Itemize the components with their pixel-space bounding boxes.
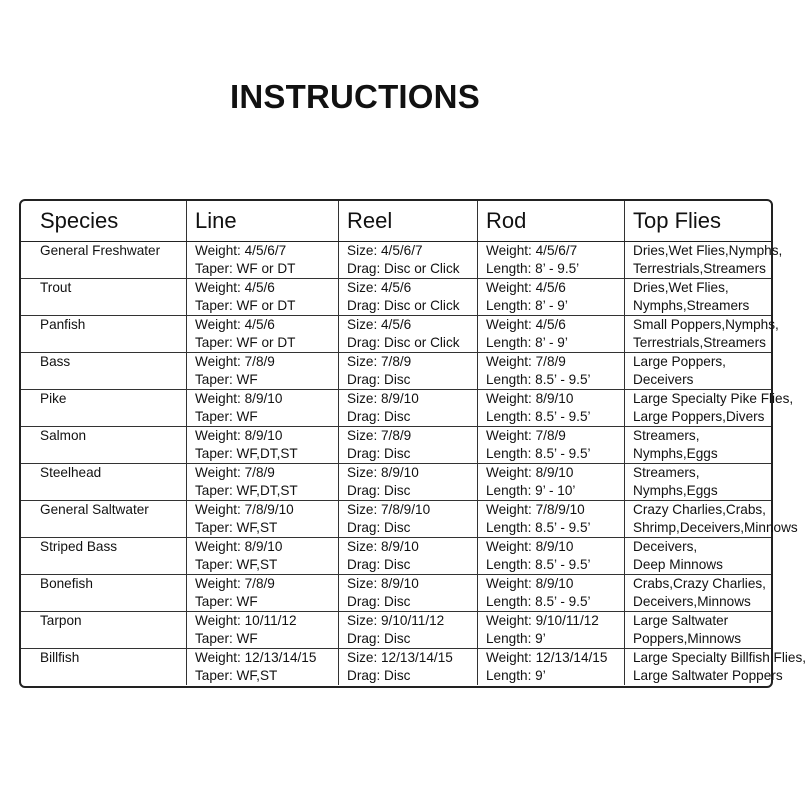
- rod-cell-line: Weight: 7/8/9: [486, 428, 566, 443]
- line-cell-line: Weight: 8/9/10: [195, 391, 283, 406]
- table-row: [21, 464, 771, 501]
- table-row: [21, 538, 771, 575]
- header-reel: Reel: [339, 201, 478, 242]
- reel-cell: [339, 575, 478, 612]
- rod-cell-line: Length: 9’ - 10’: [486, 483, 576, 498]
- line-cell: [187, 353, 339, 390]
- line-cell: [187, 575, 339, 612]
- species-cell: [21, 242, 187, 279]
- header-species: Species: [21, 201, 187, 242]
- rod-cell: [478, 538, 625, 575]
- rod-cell: [478, 279, 625, 316]
- line-cell: [187, 316, 339, 353]
- rod-cell-line: Weight: 4/5/6: [486, 280, 566, 295]
- line-cell-line: Taper: WF: [195, 372, 258, 387]
- rod-cell-line: Length: 9’: [486, 631, 546, 646]
- rod-cell: [478, 501, 625, 538]
- rod-cell: [478, 612, 625, 649]
- top-flies-cell: [625, 649, 806, 686]
- species-cell: [21, 612, 187, 649]
- table-row: [21, 390, 771, 427]
- rod-cell-line: Weight: 12/13/14/15: [486, 650, 608, 665]
- species-cell: [21, 538, 187, 575]
- rod-cell-line: Length: 8’ - 9’: [486, 298, 568, 313]
- table-row: [21, 427, 771, 464]
- gear-table: [21, 201, 806, 685]
- page-title: INSTRUCTIONS: [230, 78, 480, 115]
- rod-cell: [478, 242, 625, 279]
- line-cell: [187, 501, 339, 538]
- species-cell: [21, 501, 187, 538]
- top-flies-cell: [625, 279, 772, 316]
- species-cell: [21, 427, 187, 464]
- top-flies-cell-line: Large Saltwater Poppers: [633, 668, 783, 683]
- line-cell: [187, 279, 339, 316]
- line-cell: [187, 649, 339, 686]
- top-flies-cell: [625, 242, 783, 279]
- rod-cell: [478, 649, 625, 686]
- reel-cell-line: Size: 8/9/10: [347, 391, 419, 406]
- top-flies-cell-line: Nymphs,Eggs: [633, 446, 718, 461]
- top-flies-cell-line: Shrimp,Deceivers,Minnows: [633, 520, 798, 535]
- top-flies-cell-line: Streamers,: [633, 428, 700, 443]
- top-flies-cell-line: Nymphs,Streamers: [633, 298, 750, 313]
- rod-cell-line: Length: 8.5’ - 9.5’: [486, 557, 591, 572]
- line-cell-line: Taper: WF,ST: [195, 668, 278, 683]
- reel-cell-line: Drag: Disc: [347, 446, 411, 461]
- top-flies-cell-line: Large Poppers,Divers: [633, 409, 765, 424]
- table-row: [21, 353, 771, 390]
- table-row: [21, 612, 771, 649]
- species-cell: [21, 575, 187, 612]
- reel-cell-line: Size: 7/8/9: [347, 428, 412, 443]
- top-flies-cell-line: Deceivers,: [633, 539, 698, 554]
- header-top-flies: Top Flies: [625, 201, 772, 242]
- top-flies-cell-line: Terrestrials,Streamers: [633, 261, 766, 276]
- species-cell: [21, 649, 187, 686]
- line-cell-line: Weight: 7/8/9: [195, 576, 275, 591]
- top-flies-cell-line: Dries,Wet Flies,: [633, 280, 729, 295]
- species-cell-text: Pike: [40, 391, 67, 406]
- line-cell-line: Taper: WF or DT: [195, 335, 296, 350]
- reel-cell: [339, 538, 478, 575]
- species-cell-text: Bass: [40, 354, 71, 369]
- line-cell: [187, 242, 339, 279]
- header-rod: Rod: [478, 201, 625, 242]
- species-cell-text: Steelhead: [40, 465, 102, 480]
- top-flies-cell-line: Large Poppers,: [633, 354, 726, 369]
- reel-cell-line: Size: 12/13/14/15: [347, 650, 453, 665]
- rod-cell: [478, 464, 625, 501]
- top-flies-cell-line: Dries,Wet Flies,Nymphs,: [633, 243, 783, 258]
- species-cell-text: General Saltwater: [40, 502, 149, 517]
- line-cell: [187, 427, 339, 464]
- reel-cell-line: Drag: Disc: [347, 557, 411, 572]
- rod-cell-line: Weight: 4/5/6/7: [486, 243, 578, 258]
- line-cell: [187, 464, 339, 501]
- rod-cell-line: Weight: 9/10/11/12: [486, 613, 599, 628]
- species-cell-text: General Freshwater: [40, 243, 161, 258]
- rod-cell-line: Length: 8.5’ - 9.5’: [486, 520, 591, 535]
- species-cell: [21, 464, 187, 501]
- line-cell-line: Weight: 8/9/10: [195, 428, 283, 443]
- line-cell-line: Weight: 7/8/9: [195, 354, 275, 369]
- line-cell-line: Taper: WF,DT,ST: [195, 483, 298, 498]
- top-flies-cell: [625, 316, 779, 353]
- species-cell: [21, 390, 187, 427]
- fly-fishing-gear-table: [19, 199, 806, 688]
- top-flies-cell-line: Terrestrials,Streamers: [633, 335, 766, 350]
- top-flies-cell: [625, 464, 772, 501]
- reel-cell: [339, 612, 478, 649]
- line-cell-line: Taper: WF: [195, 409, 258, 424]
- species-cell-text: Trout: [40, 280, 72, 295]
- reel-cell-line: Drag: Disc or Click: [347, 261, 460, 276]
- line-cell-line: Taper: WF,ST: [195, 557, 278, 572]
- rod-cell-line: Length: 8.5’ - 9.5’: [486, 594, 591, 609]
- table-row: [21, 649, 771, 686]
- reel-cell-line: Size: 7/8/9: [347, 354, 412, 369]
- rod-cell-line: Length: 9’: [486, 668, 546, 683]
- reel-cell: [339, 427, 478, 464]
- reel-cell-line: Size: 8/9/10: [347, 539, 419, 554]
- line-cell-line: Taper: WF: [195, 631, 258, 646]
- line-cell-line: Taper: WF,ST: [195, 520, 278, 535]
- top-flies-cell: [625, 353, 772, 390]
- rod-cell-line: Length: 8’ - 9’: [486, 335, 568, 350]
- reel-cell-line: Drag: Disc or Click: [347, 335, 460, 350]
- reel-cell-line: Size: 4/5/6/7: [347, 243, 423, 258]
- top-flies-cell-line: Large Specialty Billfish Flies,: [633, 650, 806, 665]
- rod-cell-line: Weight: 8/9/10: [486, 539, 574, 554]
- reel-cell-line: Drag: Disc: [347, 372, 411, 387]
- line-cell-line: Weight: 4/5/6: [195, 280, 275, 295]
- reel-cell: [339, 501, 478, 538]
- reel-cell: [339, 316, 478, 353]
- species-cell-text: Billfish: [40, 650, 80, 665]
- reel-cell-line: Drag: Disc: [347, 409, 411, 424]
- rod-cell-line: Weight: 7/8/9: [486, 354, 566, 369]
- species-cell-text: Striped Bass: [40, 539, 118, 554]
- reel-cell-line: Drag: Disc: [347, 483, 411, 498]
- reel-cell-line: Drag: Disc or Click: [347, 298, 460, 313]
- line-cell-line: Taper: WF,DT,ST: [195, 446, 298, 461]
- line-cell-line: Weight: 8/9/10: [195, 539, 283, 554]
- top-flies-cell: [625, 501, 798, 538]
- rod-cell: [478, 390, 625, 427]
- species-cell: [21, 279, 187, 316]
- rod-cell-line: Weight: 8/9/10: [486, 576, 574, 591]
- reel-cell-line: Drag: Disc: [347, 631, 411, 646]
- reel-cell-line: Size: 4/5/6: [347, 317, 412, 332]
- reel-cell-line: Size: 7/8/9/10: [347, 502, 431, 517]
- reel-cell-line: Drag: Disc: [347, 594, 411, 609]
- line-cell-line: Taper: WF: [195, 594, 258, 609]
- reel-cell: [339, 279, 478, 316]
- rod-cell-line: Weight: 8/9/10: [486, 391, 574, 406]
- top-flies-cell-line: Large Saltwater: [633, 613, 729, 628]
- line-cell-line: Weight: 4/5/6/7: [195, 243, 287, 258]
- line-cell-line: Taper: WF or DT: [195, 298, 296, 313]
- species-cell-text: Salmon: [40, 428, 87, 443]
- species-cell-text: Panfish: [40, 317, 86, 332]
- rod-cell-line: Length: 8.5’ - 9.5’: [486, 372, 591, 387]
- reel-cell: [339, 353, 478, 390]
- reel-cell-line: Size: 9/10/11/12: [347, 613, 445, 628]
- top-flies-cell-line: Crazy Charlies,Crabs,: [633, 502, 766, 517]
- header-line: Line: [187, 201, 339, 242]
- table-row: [21, 575, 771, 612]
- rod-cell: [478, 353, 625, 390]
- reel-cell-line: Size: 8/9/10: [347, 576, 419, 591]
- species-cell-text: Tarpon: [40, 613, 82, 628]
- top-flies-cell-line: Deceivers,Minnows: [633, 594, 751, 609]
- table-row: [21, 316, 771, 353]
- reel-cell: [339, 649, 478, 686]
- rod-cell: [478, 316, 625, 353]
- table-header-row: [21, 201, 771, 242]
- top-flies-cell-line: Deep Minnows: [633, 557, 723, 572]
- top-flies-cell: [625, 390, 794, 427]
- reel-cell: [339, 390, 478, 427]
- top-flies-cell: [625, 538, 772, 575]
- rod-cell: [478, 427, 625, 464]
- line-cell: [187, 538, 339, 575]
- top-flies-cell: [625, 575, 772, 612]
- line-cell-line: Weight: 12/13/14/15: [195, 650, 317, 665]
- rod-cell-line: Weight: 4/5/6: [486, 317, 566, 332]
- rod-cell-line: Weight: 8/9/10: [486, 465, 574, 480]
- rod-cell-line: Length: 8.5’ - 9.5’: [486, 446, 591, 461]
- reel-cell-line: Drag: Disc: [347, 668, 411, 683]
- rod-cell-line: Weight: 7/8/9/10: [486, 502, 585, 517]
- top-flies-cell: [625, 427, 772, 464]
- top-flies-cell-line: Poppers,Minnows: [633, 631, 742, 646]
- line-cell-line: Weight: 7/8/9: [195, 465, 275, 480]
- rod-cell: [478, 575, 625, 612]
- line-cell: [187, 390, 339, 427]
- line-cell-line: Weight: 4/5/6: [195, 317, 275, 332]
- line-cell-line: Taper: WF or DT: [195, 261, 296, 276]
- species-cell: [21, 353, 187, 390]
- top-flies-cell-line: Streamers,: [633, 465, 700, 480]
- line-cell-line: Weight: 7/8/9/10: [195, 502, 294, 517]
- species-cell-text: Bonefish: [40, 576, 93, 591]
- top-flies-cell-line: Deceivers: [633, 372, 694, 387]
- rod-cell-line: Length: 8.5’ - 9.5’: [486, 409, 591, 424]
- top-flies-cell-line: Small Poppers,Nymphs,: [633, 317, 779, 332]
- reel-cell: [339, 242, 478, 279]
- top-flies-cell-line: Nymphs,Eggs: [633, 483, 718, 498]
- top-flies-cell-line: Large Specialty Pike Flies,: [633, 391, 794, 406]
- line-cell-line: Weight: 10/11/12: [195, 613, 297, 628]
- reel-cell-line: Size: 4/5/6: [347, 280, 412, 295]
- table-row: [21, 279, 771, 316]
- reel-cell-line: Drag: Disc: [347, 520, 411, 535]
- reel-cell-line: Size: 8/9/10: [347, 465, 419, 480]
- table-row: [21, 501, 771, 538]
- species-cell: [21, 316, 187, 353]
- reel-cell: [339, 464, 478, 501]
- table-row: [21, 242, 771, 279]
- top-flies-cell: [625, 612, 772, 649]
- line-cell: [187, 612, 339, 649]
- top-flies-cell-line: Crabs,Crazy Charlies,: [633, 576, 766, 591]
- rod-cell-line: Length: 8’ - 9.5’: [486, 261, 580, 276]
